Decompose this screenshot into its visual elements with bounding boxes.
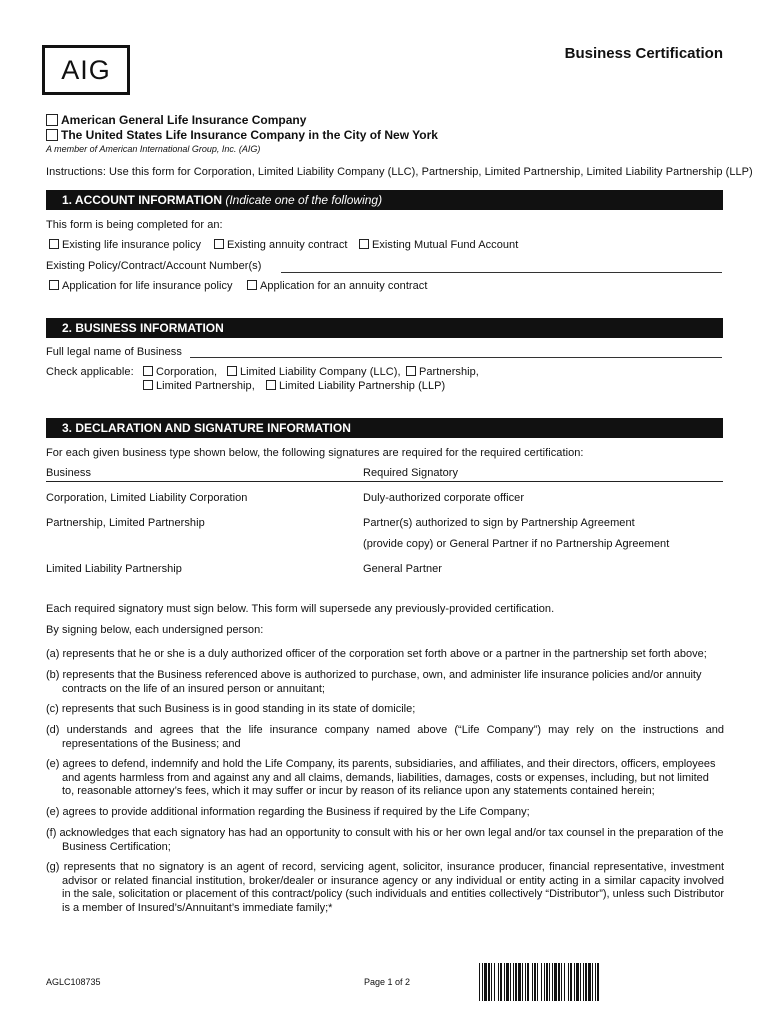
section-1-title: 1. ACCOUNT INFORMATION bbox=[62, 193, 222, 207]
option-label: Existing annuity contract bbox=[227, 239, 348, 251]
table-header-business: Business bbox=[46, 467, 92, 479]
full-name-field[interactable] bbox=[190, 357, 722, 358]
type-llp[interactable] bbox=[266, 380, 445, 392]
barcode bbox=[479, 963, 599, 1001]
barcode-bar bbox=[549, 963, 550, 1001]
section-2-title: 2. BUSINESS INFORMATION bbox=[62, 321, 224, 335]
barcode-bar bbox=[537, 963, 538, 1001]
barcode-bar bbox=[552, 963, 553, 1001]
barcode-bar bbox=[592, 963, 593, 1001]
section-1-intro: This form is being completed for an: bbox=[46, 219, 223, 231]
barcode-bar bbox=[532, 963, 533, 1001]
barcode-bar bbox=[488, 963, 490, 1001]
type-label: Partnership, bbox=[419, 366, 479, 378]
clause-e-indemnify: (e) agrees to defend, indemnify and hold the Life Company, its parents, subsidiaries, and affiliates, and their directors, officers, employees and agents harmless from and against any and all claims, demands, liabilities, damages, costs or expenses, including, but not limited to, reasonable attorney’s fees, which it may suffer or incur by reason of its reliance upon any statements contained herein; bbox=[46, 758, 716, 798]
barcode-bar bbox=[583, 963, 584, 1001]
barcode-bar bbox=[494, 963, 495, 1001]
type-label: Limited Partnership, bbox=[156, 380, 255, 392]
form-title: Business Certification bbox=[564, 45, 723, 62]
table-row-signatory: Partner(s) authorized to sign by Partnership Agreement bbox=[363, 517, 635, 529]
barcode-bar bbox=[546, 963, 548, 1001]
barcode-bar bbox=[595, 963, 596, 1001]
barcode-bar bbox=[513, 963, 514, 1001]
option-existing-life[interactable] bbox=[49, 239, 201, 251]
checkbox[interactable] bbox=[227, 366, 237, 376]
aig-logo bbox=[42, 45, 130, 95]
clause-a: (a) represents that he or she is a duly authorized officer of the corporation set forth above or a partner in the partnership set forth above; bbox=[46, 648, 707, 660]
barcode-bar bbox=[525, 963, 526, 1001]
type-llc[interactable] bbox=[227, 366, 401, 378]
table-row-signatory: General Partner bbox=[363, 563, 443, 575]
barcode-bar bbox=[585, 963, 587, 1001]
option-existing-mutual-fund[interactable] bbox=[359, 239, 518, 251]
barcode-bar bbox=[558, 963, 560, 1001]
clause-e-additional-info: (e) agrees to provide additional information regarding the Business if required by the Life Company; bbox=[46, 806, 530, 818]
barcode-bar bbox=[580, 963, 581, 1001]
table-row-business: Limited Liability Partnership bbox=[46, 563, 182, 575]
barcode-bar bbox=[588, 963, 591, 1001]
option-existing-annuity[interactable] bbox=[214, 239, 347, 251]
barcode-bar bbox=[510, 963, 511, 1001]
checkbox[interactable] bbox=[46, 114, 58, 126]
barcode-bar bbox=[506, 963, 509, 1001]
clause-c: (c) represents that such Business is in good standing in its state of domicile; bbox=[46, 703, 416, 715]
checkbox[interactable] bbox=[143, 380, 153, 390]
option-label: Existing Mutual Fund Account bbox=[372, 239, 519, 251]
barcode-bar bbox=[576, 963, 579, 1001]
section-3-intro: For each given business type shown below, the following signatures are required for the required certification: bbox=[46, 447, 584, 459]
option-label: Application for life insurance policy bbox=[62, 280, 233, 292]
type-corporation[interactable] bbox=[143, 366, 217, 378]
section-1-header bbox=[46, 190, 723, 210]
company-option-agl[interactable] bbox=[46, 113, 306, 127]
clause-f: (f) acknowledges that each signatory has had an opportunity to consult with his or her own legal and/or tax counsel in the preparation of the Business Certification; bbox=[46, 827, 724, 853]
full-name-label: Full legal name of Business bbox=[46, 346, 182, 358]
section-2-header bbox=[46, 318, 723, 338]
instructions: Instructions: Use this form for Corporation, Limited Liability Company (LLC), Partnership, Limited Partnership, Limited Liability Partnership (LLP) bbox=[46, 166, 753, 178]
barcode-bar bbox=[544, 963, 545, 1001]
company-label: The United States Life Insurance Company in the City of New York bbox=[61, 128, 438, 142]
barcode-bar bbox=[534, 963, 536, 1001]
section-3-title: 3. DECLARATION AND SIGNATURE INFORMATION bbox=[62, 421, 351, 435]
type-label: Limited Liability Partnership (LLP) bbox=[279, 380, 446, 392]
table-header-rule bbox=[46, 481, 723, 482]
clause-d: (d) understands and agrees that the life insurance company named above (“Life Company”) may rely on the instructions and representations of the Business; and bbox=[46, 724, 724, 750]
barcode-bar bbox=[574, 963, 575, 1001]
checkbox[interactable] bbox=[46, 129, 58, 141]
barcode-bar bbox=[564, 963, 565, 1001]
logo-text: AIG bbox=[61, 54, 111, 85]
table-header-signatory: Required Signatory bbox=[363, 467, 459, 479]
option-label: Application for an annuity contract bbox=[260, 280, 428, 292]
table-row-business: Corporation, Limited Liability Corporation bbox=[46, 492, 248, 504]
checkbox[interactable] bbox=[49, 280, 59, 290]
barcode-bar bbox=[527, 963, 529, 1001]
barcode-bar bbox=[515, 963, 517, 1001]
checkbox[interactable] bbox=[406, 366, 416, 376]
type-partnership[interactable] bbox=[406, 366, 479, 378]
barcode-bar bbox=[568, 963, 569, 1001]
barcode-bar bbox=[541, 963, 542, 1001]
barcode-bar bbox=[554, 963, 557, 1001]
table-row-business: Partnership, Limited Partnership bbox=[46, 517, 205, 529]
barcode-graphic bbox=[479, 963, 599, 1001]
option-app-annuity[interactable] bbox=[247, 280, 427, 292]
barcode-bar bbox=[500, 963, 502, 1001]
existing-numbers-label: Existing Policy/Contract/Account Number(s) bbox=[46, 260, 262, 272]
barcode-bar bbox=[597, 963, 599, 1001]
type-label: Limited Liability Company (LLC), bbox=[240, 366, 401, 378]
checkbox[interactable] bbox=[49, 239, 59, 249]
clause-g: (g) represents that no signatory is an agent of record, servicing agent, solicitor, insurance producer, financial representative, investment advisor or related financial institution, broker/dealer or insurance agency or any individual or entity acting in a similar capacity involved in the sale, solicitation or placement of this contract/policy (such individuals and entities collectively “Distributor”), unless such Distributor is a member of Insured’s/Annuitant’s immediate family;* bbox=[46, 861, 724, 914]
barcode-bar bbox=[479, 963, 480, 1001]
existing-numbers-field[interactable] bbox=[281, 272, 722, 273]
page-number: Page 1 of 2 bbox=[364, 977, 411, 987]
type-limited-partnership[interactable] bbox=[143, 380, 255, 392]
type-label: Corporation, bbox=[156, 366, 218, 378]
barcode-bar bbox=[498, 963, 499, 1001]
company-option-usl[interactable] bbox=[46, 128, 438, 142]
barcode-bar bbox=[491, 963, 492, 1001]
form-number: AGLC108735 bbox=[46, 977, 101, 987]
member-note: A member of American International Group, Inc. (AIG) bbox=[46, 144, 261, 154]
barcode-bar bbox=[484, 963, 487, 1001]
clause-b: (b) represents that the Business referenced above is authorized to purchase, own, and administer life insurance policies and/or annuity contracts on the life of an insured person or annuitant; bbox=[46, 669, 702, 695]
barcode-bar bbox=[482, 963, 483, 1001]
section-1-subtitle: (Indicate one of the following) bbox=[225, 193, 383, 207]
barcode-bar bbox=[518, 963, 521, 1001]
checkbox[interactable] bbox=[143, 366, 153, 376]
company-label: American General Life Insurance Company bbox=[61, 113, 307, 127]
checkbox[interactable] bbox=[247, 280, 257, 290]
sign-note: Each required signatory must sign below. This form will supersede any previously-provided certification. bbox=[46, 603, 555, 615]
barcode-bar bbox=[561, 963, 562, 1001]
checkbox[interactable] bbox=[359, 239, 369, 249]
table-row-signatory: (provide copy) or General Partner if no Partnership Agreement bbox=[363, 538, 670, 550]
barcode-bar bbox=[504, 963, 505, 1001]
section-3-header bbox=[46, 418, 723, 438]
option-app-life[interactable] bbox=[49, 280, 233, 292]
option-label: Existing life insurance policy bbox=[62, 239, 202, 251]
barcode-bar bbox=[570, 963, 572, 1001]
checkbox[interactable] bbox=[266, 380, 276, 390]
barcode-bar bbox=[522, 963, 523, 1001]
by-signing: By signing below, each undersigned person: bbox=[46, 624, 264, 636]
check-applicable-label: Check applicable: bbox=[46, 366, 134, 378]
checkbox[interactable] bbox=[214, 239, 224, 249]
table-row-signatory: Duly-authorized corporate officer bbox=[363, 492, 525, 504]
